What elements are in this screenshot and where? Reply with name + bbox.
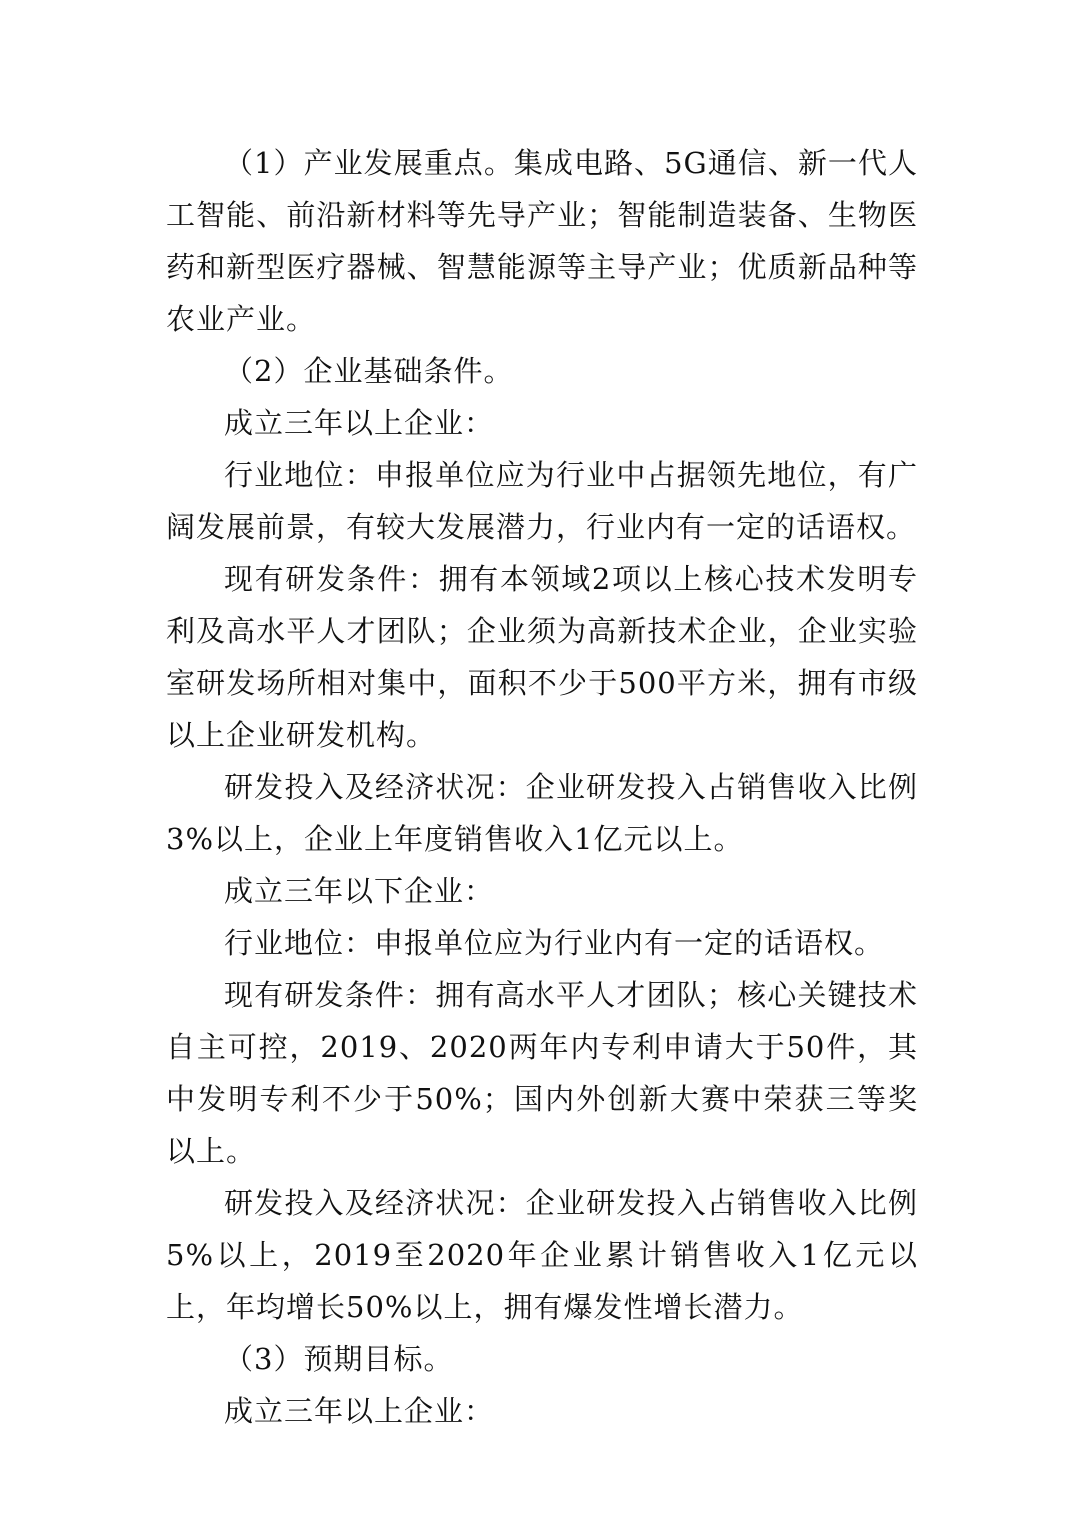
subheading-over-three-years: 成立三年以上企业： [224, 406, 495, 440]
paragraph-industry-position: 行业地位：申报单位应为行业中占据领先地位，有广阔发展前景，有较大发展潜力，行业内有一定的话语权。 [166, 458, 918, 544]
heading-expected-goals: （3）预期目标。 [224, 1342, 454, 1376]
paragraph-rd-conditions-young: 现有研发条件：拥有高水平人才团队；核心关键技术自主可控，2019、2020两年内专利申请大于50件，其中发明专利不少于50%；国内外创新大赛中荣获三等奖以上。 [166, 978, 918, 1168]
paragraph-rd-conditions: 现有研发条件：拥有本领域2项以上核心技术发明专利及高水平人才团队；企业须为高新技术企业，企业实验室研发场所相对集中，面积不少于500平方米，拥有市级以上企业研发机构。 [166, 562, 918, 752]
document-body [166, 137, 918, 1437]
heading-basic-conditions: （2）企业基础条件。 [224, 354, 514, 388]
subheading-under-three-years: 成立三年以下企业： [224, 874, 495, 908]
paragraph-industry-position-young: 行业地位：申报单位应为行业内有一定的话语权。 [224, 926, 885, 960]
paragraph-rd-investment: 研发投入及经济状况：企业研发投入占销售收入比例3%以上，企业上年度销售收入1亿元以上。 [166, 770, 918, 856]
paragraph-industry-focus: （1）产业发展重点。集成电路、5G通信、新一代人工智能、前沿新材料等先导产业；智能制造装备、生物医药和新型医疗器械、智慧能源等主导产业；优质新品种等农业产业。 [166, 146, 918, 336]
subheading-over-three-years-goals: 成立三年以上企业： [224, 1394, 495, 1428]
paragraph-rd-investment-young: 研发投入及经济状况：企业研发投入占销售收入比例5%以上，2019至2020年企业累计销售收入1亿元以上，年均增长50%以上，拥有爆发性增长潜力。 [166, 1186, 918, 1324]
